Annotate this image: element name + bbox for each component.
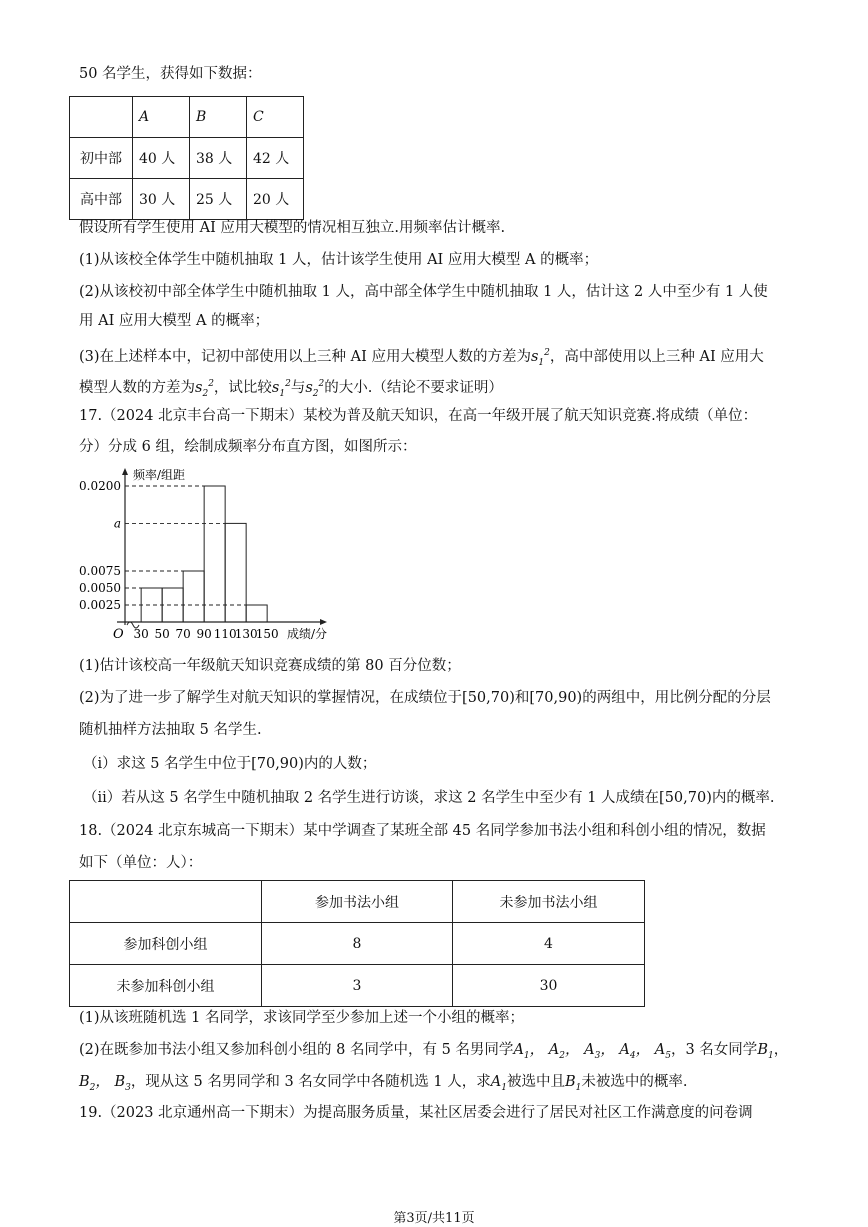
text-span: ，现从这 5 名男同学和 3 名女同学中各随机选 1 人，求: [130, 1074, 491, 1090]
question-17-part-1: (1)估计该校高一年级航天知识竞赛成绩的第 80 百分位数；: [79, 658, 461, 674]
question-17-part-2-ii: [83, 788, 774, 808]
variance-s2-symbol: $s_2^2$: [195, 379, 214, 399]
table-cell: 42 人: [247, 138, 304, 179]
table-cell: 30: [453, 965, 645, 1007]
table-cell: 未参加科创小组: [70, 965, 262, 1007]
table-cell: 未参加书法小组: [453, 881, 645, 923]
group-table: [69, 880, 645, 1007]
table-row: [70, 923, 645, 965]
origin-label: O: [113, 627, 124, 642]
interval-text: [50,70): [659, 790, 712, 806]
x-axis-arrow: [320, 619, 327, 625]
question-17-part-2-cont: 随机抽样方法抽取 5 名学生.: [79, 722, 262, 738]
interval-text: [70,90): [529, 690, 583, 706]
table-cell: 40 人: [133, 138, 190, 179]
table-cell: [70, 881, 262, 923]
question-part-3-cont: [79, 374, 503, 404]
histogram-bar: [225, 523, 246, 622]
math-symbol: $B_2$， $B_3$: [79, 1074, 131, 1093]
histogram-bar: [204, 486, 225, 622]
intro-text: 50 名学生，获得如下数据：: [79, 66, 262, 82]
question-part-2-cont: 用 AI 应用大模型 A 的概率；: [79, 313, 270, 329]
text-span: （ii）若从这 5 名学生中随机抽取 2 名学生进行访谈，求这 2 名学生中至少有 1 人成绩在: [83, 790, 660, 806]
histogram-bar: [162, 588, 183, 622]
question-18-part-1: (1)从该班随机选 1 名同学，求该同学至少参加上述一个小组的概率；: [79, 1010, 524, 1026]
math-symbol: $A_1$， $A_2$， $A_3$， $A_4$， $A_5$: [513, 1042, 671, 1061]
table-cell: 20 人: [247, 179, 304, 220]
text-span: ，3 名女同学: [670, 1042, 758, 1058]
histogram-bar: [141, 588, 162, 622]
text-span: 内的人数；: [303, 756, 377, 772]
question-18-part-2: (2)在既参加书法小组又参加科创小组的 8 名同学中，有 5 名男同学$A_1$， $A_2$， $A_3$， $A_4$， $A_5$，3 名女同学$B_1$，: [79, 1042, 789, 1061]
y-tick-label: 0.0025: [79, 598, 121, 612]
histogram-bar: [246, 605, 267, 622]
frequency-histogram: [75, 465, 345, 645]
table-cell: 4: [453, 923, 645, 965]
table-cell: 3: [262, 965, 453, 1007]
x-tick-label: 130: [234, 627, 258, 641]
math-symbol: $A_1$: [490, 1074, 507, 1093]
table-cell: 8: [262, 923, 453, 965]
question-18-title-cont: 如下（单位：人）：: [79, 855, 203, 871]
x-tick-label: 110: [213, 627, 237, 641]
table-header-row: [70, 97, 304, 138]
text-span: 被选中且: [506, 1074, 565, 1090]
question-part-3: [79, 343, 764, 373]
table-row: [70, 138, 304, 179]
text-span: 和: [514, 690, 530, 706]
variance-s1-symbol: $s_1^2$: [271, 379, 291, 399]
table-header-a: A: [133, 97, 190, 138]
x-tick-label: 150: [255, 627, 279, 641]
text-span: ，高中部使用以上三种 AI 应用大: [549, 348, 764, 365]
question-17-title-cont: 分）分成 6 组，绘制成频率分布直方图，如图所示：: [79, 439, 417, 455]
table-header-b: B: [190, 97, 247, 138]
text-span: 的大小.（结论不要求证明）: [324, 379, 503, 396]
assumption-text: 假设所有学生使用 AI 应用大模型的情况相互独立.用频率估计概率.: [79, 220, 506, 236]
variance-s1-symbol: $s_1^2$: [530, 348, 550, 368]
table-cell: 30 人: [133, 179, 190, 220]
usage-table: [69, 96, 304, 220]
table-cell: 参加书法小组: [262, 881, 453, 923]
table-cell: 高中部: [70, 179, 133, 220]
interval-text: [50,70): [462, 690, 515, 706]
y-tick-label: 0.0200: [79, 479, 121, 493]
x-tick-label: 50: [154, 627, 170, 641]
table-cell: [70, 97, 133, 138]
page-footer: 第3页/共11页: [393, 1211, 475, 1226]
histogram-bar: [183, 571, 204, 622]
question-part-1: (1)从该校全体学生中随机抽取 1 人，估计该学生使用 AI 应用大模型 A 的概率；: [79, 252, 599, 268]
math-symbol: $B_1$: [564, 1074, 582, 1093]
y-tick-label: 0.0075: [79, 564, 121, 578]
table-cell: 38 人: [190, 138, 247, 179]
text-span: (3)在上述样本中，记初中部使用以上三种 AI 应用大模型人数的方差为: [79, 348, 531, 365]
table-cell: 初中部: [70, 138, 133, 179]
table-cell: 参加科创小组: [70, 923, 262, 965]
question-17-part-2: [79, 688, 771, 708]
question-19-title: 19.（2023 北京通州高一下期末）为提高服务质量，某社区居委会进行了居民对社区工作满意度的问卷调: [79, 1105, 753, 1121]
text-span: 未被选中的概率.: [581, 1074, 688, 1090]
y-tick-label: 0.0050: [79, 581, 121, 595]
table-row: [70, 965, 645, 1007]
table-cell: 25 人: [190, 179, 247, 220]
text-span: (2)在既参加书法小组又参加科创小组的 8 名同学中，有 5 名男同学: [79, 1042, 514, 1058]
x-axis-label: 成绩/分: [287, 627, 328, 641]
question-17-part-2-i: [83, 754, 376, 774]
question-18-part-2-cont: [79, 1072, 687, 1098]
text-span: 与: [290, 379, 306, 396]
table-row: [70, 179, 304, 220]
table-header-row: [70, 881, 645, 923]
math-symbol: $B_1$: [757, 1042, 774, 1061]
y-tick-label: a: [113, 516, 121, 531]
y-axis-label: 频率/组距: [133, 468, 186, 482]
text-span: 的两组中，用比例分配的分层: [582, 690, 771, 706]
text-span: (2)为了进一步了解学生对航天知识的掌握情况，在成绩位于: [79, 690, 463, 706]
variance-s2-symbol: $s_2^2$: [305, 379, 325, 399]
y-axis-arrow: [122, 468, 128, 475]
question-17-title: 17.（2024 北京丰台高一下期末）某校为普及航天知识，在高一年级开展了航天知识竞赛.将成绩（单位：: [79, 408, 758, 424]
x-tick-label: 30: [133, 627, 149, 641]
table-header-c: C: [247, 97, 304, 138]
text-span: 模型人数的方差为: [79, 379, 195, 396]
text-span: ，试比较: [213, 379, 272, 396]
x-tick-label: 90: [196, 627, 212, 641]
x-tick-label: 70: [175, 627, 191, 641]
text-span: （i）求这 5 名学生中位于: [83, 756, 252, 772]
interval-text: [70,90): [251, 756, 304, 772]
text-span: 内的概率.: [711, 790, 775, 806]
question-part-2: (2)从该校初中部全体学生中随机抽取 1 人，高中部全体学生中随机抽取 1 人，估计这 2 人中至少有 1 人使: [79, 284, 768, 300]
question-18-title: 18.（2024 北京东城高一下期末）某中学调查了某班全部 45 名同学参加书法小组和科创小组的情况，数据: [79, 823, 766, 839]
